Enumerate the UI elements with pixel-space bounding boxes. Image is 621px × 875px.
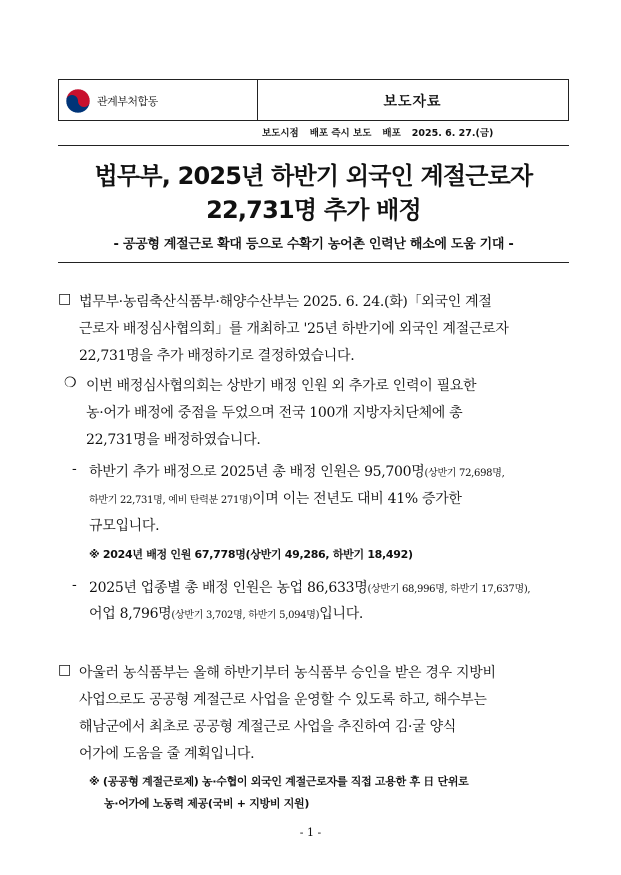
p1-line3: 22,731명을 추가 배정하기로 결정하였습니다. — [79, 348, 355, 364]
p2-line1: 이번 배정심사협의회는 상반기 배정 인원 외 추가로 인력이 필요한 — [86, 378, 477, 394]
p3-dash: - — [72, 461, 77, 477]
page-title-line1: 법무부, 2025년 하반기 외국인 계절근로자 — [94, 162, 533, 190]
page-subtitle: - 공공형 계절근로 확대 등으로 수확기 농어촌 인력난 해소에 도움 기대 - — [113, 237, 514, 252]
date-value: 2025. 6. 27.(금) — [411, 128, 494, 139]
p3-line3: 규모입니다. — [89, 518, 160, 534]
embargo-value: 배포 즉시 보도 — [309, 128, 372, 139]
government-emblem-icon — [65, 88, 91, 114]
org-name: 관계부처합동 — [97, 95, 158, 108]
note-public-labor-1: ※ (공공형 계절근로제) 농·수협이 외국인 계절근로자를 직접 고용한 후 日 단위로 — [89, 775, 469, 788]
note-2024: ※ 2024년 배정 인원 67,778명(상반기 49,286, 하반기 18,492) — [89, 548, 413, 561]
p4-line2: 어업 8,796명(상반기 3,702명, 하반기 5,094명)입니다. — [89, 606, 364, 622]
p2-line2: 농·어가 배정에 중점을 두었으며 전국 100개 지방자치단체에 총 — [86, 405, 463, 421]
note-public-labor-2: 농·어가에 노동력 제공(국비 + 지방비 지원) — [104, 797, 310, 810]
title-top-rule — [58, 145, 569, 146]
p1-bullet: □ — [58, 291, 71, 307]
release-type: 보도자료 — [383, 94, 442, 110]
page-title-line2: 22,731명 추가 배정 — [206, 196, 421, 224]
p1-line2: 근로자 배정심사협의회」를 개최하고 '25년 하반기에 외국인 계절근로자 — [79, 321, 509, 337]
date-label: 배포 — [382, 128, 401, 139]
embargo-label: 보도시점 — [262, 128, 299, 139]
title-bottom-rule — [58, 262, 569, 263]
p5-line4: 어가에 도움을 줄 계획입니다. — [79, 746, 255, 762]
p5-line2: 사업으로도 공공형 계절근로 사업을 운영할 수 있도록 하고, 해수부는 — [79, 692, 487, 708]
p4-dash: - — [72, 577, 77, 593]
p2-line3: 22,731명을 배정하였습니다. — [86, 432, 261, 448]
p3-line2: 하반기 22,731명, 예비 탄력분 271명)이며 이는 전년도 대비 41% 증가한 — [89, 491, 462, 507]
p4-line1: 2025년 업종별 총 배정 인원은 농업 86,633명(상반기 68,996명, 하반기 17,637명), — [89, 580, 531, 596]
p5-bullet: □ — [58, 662, 71, 678]
p3-line1: 하반기 추가 배정으로 2025년 총 배정 인원은 95,700명(상반기 72,698명, — [89, 464, 505, 480]
header-box — [58, 79, 569, 121]
p5-line3: 해남군에서 최초로 공공형 계절근로 사업을 추진하여 김·굴 양식 — [79, 719, 457, 735]
p5-line1: 아울러 농식품부는 올해 하반기부터 농식품부 승인을 받은 경우 지방비 — [79, 665, 496, 681]
page-number: - 1 - — [299, 826, 322, 839]
embargo-line — [262, 125, 504, 139]
p2-bullet: ❍ — [64, 375, 77, 391]
p1-line1: 법무부·농림축산식품부·해양수산부는 2025. 6. 24.(화)「외국인 계절 — [79, 294, 492, 310]
